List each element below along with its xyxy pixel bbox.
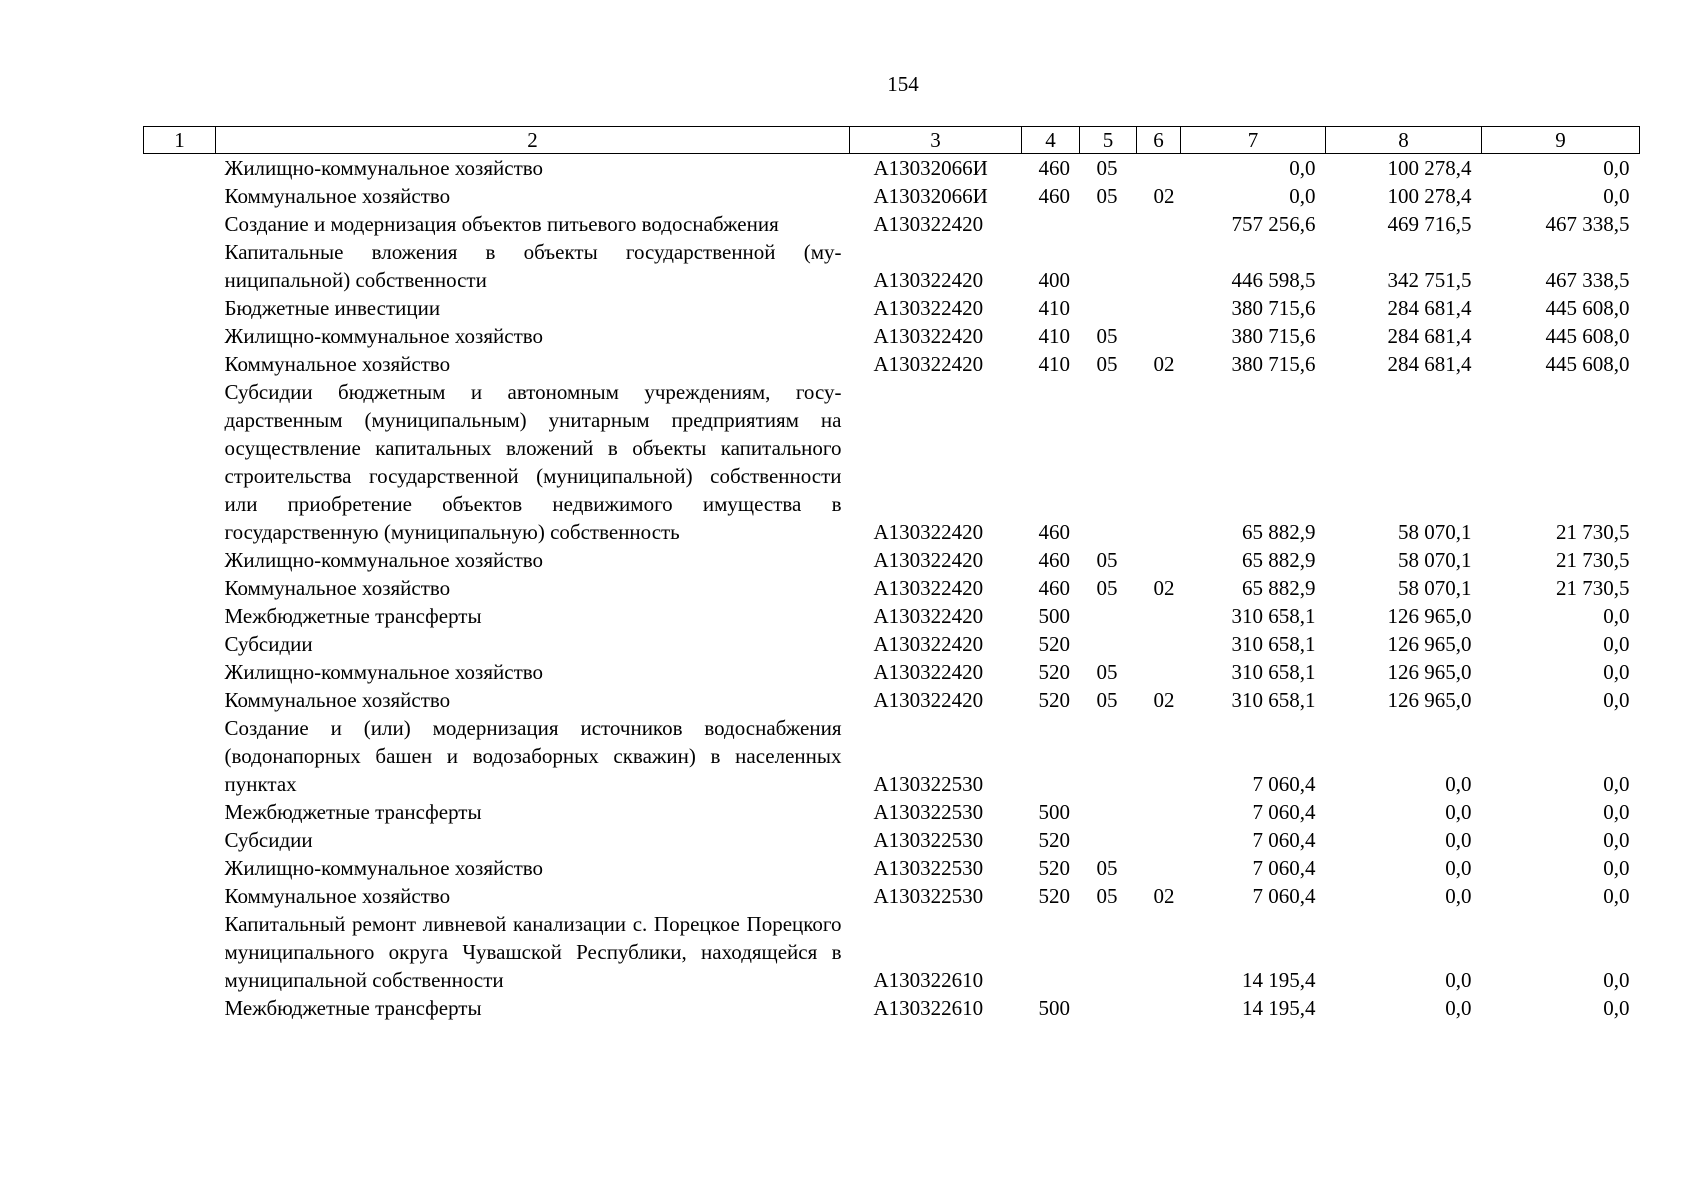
- cell-col-5: [1080, 210, 1137, 238]
- cell-code: А130322420: [873, 688, 984, 712]
- cell-value-9: 467 338,5: [1545, 212, 1630, 236]
- header-col-3: 3: [850, 127, 1022, 154]
- cell-value-9: 0,0: [1603, 688, 1630, 712]
- cell-value-7: 7 060,4: [1252, 772, 1316, 796]
- cell-value-8: 58 070,1: [1398, 576, 1472, 600]
- cell-col-5: 05: [1096, 856, 1118, 880]
- header-col-6: 6: [1137, 127, 1181, 154]
- cell-col-6: 02: [1153, 352, 1175, 376]
- cell-code: А130322420: [873, 632, 984, 656]
- cell-value-9: 467 338,5: [1545, 268, 1630, 292]
- cell-col-4: 460: [1038, 156, 1070, 180]
- cell-col-1: [144, 154, 216, 183]
- cell-col-4: 410: [1038, 352, 1070, 376]
- cell-col-4: 460: [1038, 548, 1070, 572]
- cell-col-5: 05: [1096, 184, 1118, 208]
- cell-value-7: 7 060,4: [1252, 856, 1316, 880]
- cell-code: А130322420: [873, 576, 984, 600]
- cell-value-7: 380 715,6: [1231, 296, 1316, 320]
- header-col-2: 2: [216, 127, 850, 154]
- cell-col-6: [1137, 238, 1181, 294]
- cell-name: Создание и модернизация объектов питьевого водоснабжения: [224, 212, 779, 236]
- table-body: [144, 154, 1640, 1023]
- cell-col-4: [1022, 910, 1080, 994]
- table-row: [144, 546, 1640, 574]
- cell-name: Бюджетные инвестиции: [224, 296, 441, 320]
- cell-value-7: 380 715,6: [1231, 324, 1316, 348]
- table-row: [144, 210, 1640, 238]
- cell-col-5: [1080, 798, 1137, 826]
- cell-value-8: 100 278,4: [1387, 156, 1472, 180]
- cell-value-9: 0,0: [1603, 828, 1630, 852]
- cell-name: Капитальные вложения в объекты государственной (муниципальной) собственности: [224, 240, 842, 292]
- cell-value-9: 445 608,0: [1545, 296, 1630, 320]
- cell-col-5: [1080, 238, 1137, 294]
- cell-code: А130322420: [873, 660, 984, 684]
- cell-col-1: [144, 322, 216, 350]
- cell-name: Создание и (или) модернизация источников водоснабжения (водонапорных башен и водозаборных скважин) в населенных пунктах: [224, 716, 842, 796]
- table-row: [144, 630, 1640, 658]
- table-row: [144, 994, 1640, 1022]
- cell-col-6: [1137, 602, 1181, 630]
- cell-value-9: 0,0: [1603, 632, 1630, 656]
- cell-col-6: [1137, 210, 1181, 238]
- cell-col-6: [1137, 658, 1181, 686]
- cell-value-9: 0,0: [1603, 884, 1630, 908]
- cell-value-8: 0,0: [1445, 800, 1472, 824]
- cell-col-6: [1137, 322, 1181, 350]
- cell-col-1: [144, 546, 216, 574]
- cell-value-7: 310 658,1: [1231, 632, 1316, 656]
- cell-value-7: 380 715,6: [1231, 352, 1316, 376]
- cell-value-9: 21 730,5: [1556, 520, 1630, 544]
- cell-value-8: 58 070,1: [1398, 548, 1472, 572]
- table-row: [144, 322, 1640, 350]
- cell-value-8: 0,0: [1445, 828, 1472, 852]
- cell-col-4: 460: [1038, 184, 1070, 208]
- cell-col-4: 520: [1038, 660, 1070, 684]
- cell-col-4: 460: [1038, 520, 1070, 544]
- cell-value-7: 757 256,6: [1231, 212, 1316, 236]
- cell-col-1: [144, 882, 216, 910]
- cell-col-1: [144, 294, 216, 322]
- cell-name: Межбюджетные трансферты: [224, 604, 482, 628]
- cell-value-9: 21 730,5: [1556, 548, 1630, 572]
- cell-col-6: [1137, 798, 1181, 826]
- cell-value-7: 0,0: [1289, 184, 1316, 208]
- cell-col-1: [144, 798, 216, 826]
- cell-value-7: 14 195,4: [1242, 996, 1316, 1020]
- cell-code: А130322420: [873, 324, 984, 348]
- cell-col-1: [144, 574, 216, 602]
- table-row: [144, 882, 1640, 910]
- cell-col-1: [144, 238, 216, 294]
- cell-value-7: 310 658,1: [1231, 660, 1316, 684]
- table-row: [144, 910, 1640, 994]
- table-row: [144, 686, 1640, 714]
- cell-value-9: 0,0: [1603, 996, 1630, 1020]
- cell-code: А130322420: [873, 352, 984, 376]
- cell-col-1: [144, 910, 216, 994]
- table-row: [144, 378, 1640, 546]
- cell-col-1: [144, 210, 216, 238]
- header-col-7: 7: [1181, 127, 1326, 154]
- cell-name: Межбюджетные трансферты: [224, 800, 482, 824]
- cell-col-5: 05: [1096, 324, 1118, 348]
- cell-name: Межбюджетные трансферты: [224, 996, 482, 1020]
- cell-value-8: 284 681,4: [1387, 324, 1472, 348]
- cell-code: А130322420: [873, 212, 984, 236]
- cell-code: А130322420: [873, 268, 984, 292]
- cell-value-8: 342 751,5: [1387, 268, 1472, 292]
- cell-code: А130322610: [873, 968, 984, 992]
- cell-col-5: [1080, 910, 1137, 994]
- cell-col-4: 500: [1038, 604, 1070, 628]
- table-header: [144, 127, 1640, 154]
- table-row: [144, 574, 1640, 602]
- cell-value-8: 469 716,5: [1387, 212, 1472, 236]
- cell-name: Субсидии бюджетным и автономным учреждениям, государственным (муниципальным) унитарным предприятиям на осуществление капитальных вложений в объекты капитального строительства государственной (муниципальной) собственности или приобретение объектов недвижимого имущества в государственную (муниципальную) собственность: [224, 380, 842, 544]
- table-row: [144, 854, 1640, 882]
- cell-code: А130322420: [873, 604, 984, 628]
- cell-value-7: 0,0: [1289, 156, 1316, 180]
- cell-col-5: [1080, 294, 1137, 322]
- cell-name: Коммунальное хозяйство: [224, 184, 451, 208]
- cell-col-1: [144, 378, 216, 546]
- cell-value-8: 100 278,4: [1387, 184, 1472, 208]
- cell-code: А130322420: [873, 548, 984, 572]
- cell-col-5: 05: [1096, 884, 1118, 908]
- cell-col-1: [144, 350, 216, 378]
- cell-value-7: 7 060,4: [1252, 884, 1316, 908]
- cell-name: Жилищно-коммунальное хозяйство: [224, 324, 544, 348]
- cell-col-6: [1137, 378, 1181, 546]
- cell-col-1: [144, 182, 216, 210]
- cell-col-6: [1137, 154, 1181, 183]
- header-col-5: 5: [1080, 127, 1137, 154]
- cell-col-5: 05: [1096, 548, 1118, 572]
- table-row: [144, 182, 1640, 210]
- cell-col-1: [144, 854, 216, 882]
- table-row: [144, 154, 1640, 183]
- cell-col-5: [1080, 602, 1137, 630]
- budget-table: [143, 126, 1640, 1022]
- cell-value-7: 446 598,5: [1231, 268, 1316, 292]
- cell-value-9: 0,0: [1603, 800, 1630, 824]
- cell-name: Капитальный ремонт ливневой канализации с. Порецкое Порецкого муниципального округа Чувашской Республики, находящейся в муниципальной собственности: [224, 912, 842, 992]
- cell-code: А130322530: [873, 884, 984, 908]
- header-row: [144, 127, 1640, 154]
- cell-col-1: [144, 658, 216, 686]
- cell-code: А13032066И: [873, 184, 988, 208]
- cell-value-8: 0,0: [1445, 856, 1472, 880]
- cell-code: А130322530: [873, 856, 984, 880]
- cell-col-4: 500: [1038, 996, 1070, 1020]
- cell-col-6: 02: [1153, 576, 1175, 600]
- cell-value-7: 310 658,1: [1231, 688, 1316, 712]
- cell-col-6: 02: [1153, 688, 1175, 712]
- cell-col-5: [1080, 994, 1137, 1022]
- cell-col-4: 520: [1038, 632, 1070, 656]
- cell-col-6: [1137, 854, 1181, 882]
- cell-col-4: 520: [1038, 856, 1070, 880]
- cell-name: Жилищно-коммунальное хозяйство: [224, 548, 544, 572]
- cell-value-8: 126 965,0: [1387, 688, 1472, 712]
- cell-col-4: 520: [1038, 688, 1070, 712]
- cell-code: А130322420: [873, 520, 984, 544]
- cell-value-9: 0,0: [1603, 660, 1630, 684]
- cell-col-4: 400: [1038, 268, 1070, 292]
- table-row: [144, 714, 1640, 798]
- cell-code: А13032066И: [873, 156, 988, 180]
- cell-col-5: 05: [1096, 576, 1118, 600]
- cell-col-1: [144, 994, 216, 1022]
- header-col-9: 9: [1482, 127, 1640, 154]
- cell-col-4: 520: [1038, 884, 1070, 908]
- cell-col-5: [1080, 630, 1137, 658]
- header-col-1: 1: [144, 127, 216, 154]
- cell-col-6: 02: [1153, 184, 1175, 208]
- cell-col-4: 500: [1038, 800, 1070, 824]
- cell-value-7: 7 060,4: [1252, 800, 1316, 824]
- cell-value-7: 310 658,1: [1231, 604, 1316, 628]
- cell-name: Коммунальное хозяйство: [224, 352, 451, 376]
- cell-value-7: 65 882,9: [1242, 520, 1316, 544]
- cell-value-8: 0,0: [1445, 884, 1472, 908]
- cell-col-6: [1137, 910, 1181, 994]
- table-row: [144, 294, 1640, 322]
- cell-value-9: 445 608,0: [1545, 352, 1630, 376]
- table-row: [144, 658, 1640, 686]
- cell-col-1: [144, 714, 216, 798]
- cell-col-6: [1137, 294, 1181, 322]
- cell-col-6: [1137, 546, 1181, 574]
- cell-code: А130322530: [873, 800, 984, 824]
- cell-value-7: 65 882,9: [1242, 548, 1316, 572]
- cell-value-8: 284 681,4: [1387, 296, 1472, 320]
- cell-col-1: [144, 826, 216, 854]
- cell-value-9: 445 608,0: [1545, 324, 1630, 348]
- cell-col-4: [1022, 210, 1080, 238]
- cell-col-4: 460: [1038, 576, 1070, 600]
- cell-value-8: 0,0: [1445, 772, 1472, 796]
- cell-value-8: 284 681,4: [1387, 352, 1472, 376]
- cell-col-6: [1137, 630, 1181, 658]
- cell-col-5: [1080, 378, 1137, 546]
- cell-code: А130322530: [873, 828, 984, 852]
- table-row: [144, 798, 1640, 826]
- cell-col-5: 05: [1096, 660, 1118, 684]
- cell-name: Коммунальное хозяйство: [224, 688, 451, 712]
- cell-value-9: 0,0: [1603, 604, 1630, 628]
- table-row: [144, 238, 1640, 294]
- cell-col-6: [1137, 994, 1181, 1022]
- cell-col-6: 02: [1153, 884, 1175, 908]
- table-row: [144, 826, 1640, 854]
- cell-value-8: 58 070,1: [1398, 520, 1472, 544]
- cell-code: А130322420: [873, 296, 984, 320]
- cell-value-9: 21 730,5: [1556, 576, 1630, 600]
- header-col-4: 4: [1022, 127, 1080, 154]
- cell-value-8: 0,0: [1445, 996, 1472, 1020]
- cell-value-7: 65 882,9: [1242, 576, 1316, 600]
- cell-value-7: 7 060,4: [1252, 828, 1316, 852]
- cell-name: Субсидии: [224, 828, 313, 852]
- cell-code: А130322530: [873, 772, 984, 796]
- cell-col-5: 05: [1096, 688, 1118, 712]
- cell-col-4: 520: [1038, 828, 1070, 852]
- cell-name: Коммунальное хозяйство: [224, 576, 451, 600]
- cell-value-8: 126 965,0: [1387, 604, 1472, 628]
- cell-value-9: 0,0: [1603, 184, 1630, 208]
- cell-value-9: 0,0: [1603, 968, 1630, 992]
- cell-name: Субсидии: [224, 632, 313, 656]
- cell-col-1: [144, 630, 216, 658]
- cell-name: Коммунальное хозяйство: [224, 884, 451, 908]
- cell-col-5: 05: [1096, 156, 1118, 180]
- cell-col-6: [1137, 714, 1181, 798]
- cell-value-9: 0,0: [1603, 856, 1630, 880]
- cell-name: Жилищно-коммунальное хозяйство: [224, 660, 544, 684]
- table-row: [144, 350, 1640, 378]
- cell-value-7: 14 195,4: [1242, 968, 1316, 992]
- cell-col-4: 410: [1038, 296, 1070, 320]
- cell-value-8: 126 965,0: [1387, 632, 1472, 656]
- cell-col-5: 05: [1096, 352, 1118, 376]
- page-number: 154: [887, 72, 919, 96]
- cell-code: А130322610: [873, 996, 984, 1020]
- cell-value-9: 0,0: [1603, 772, 1630, 796]
- cell-col-4: [1022, 714, 1080, 798]
- cell-name: Жилищно-коммунальное хозяйство: [224, 156, 544, 180]
- cell-value-8: 126 965,0: [1387, 660, 1472, 684]
- cell-value-8: 0,0: [1445, 968, 1472, 992]
- cell-col-4: 410: [1038, 324, 1070, 348]
- cell-name: Жилищно-коммунальное хозяйство: [224, 856, 544, 880]
- header-col-8: 8: [1326, 127, 1482, 154]
- cell-col-5: [1080, 714, 1137, 798]
- cell-col-5: [1080, 826, 1137, 854]
- table-row: [144, 602, 1640, 630]
- cell-value-9: 0,0: [1603, 156, 1630, 180]
- cell-col-1: [144, 686, 216, 714]
- cell-col-6: [1137, 826, 1181, 854]
- cell-col-1: [144, 602, 216, 630]
